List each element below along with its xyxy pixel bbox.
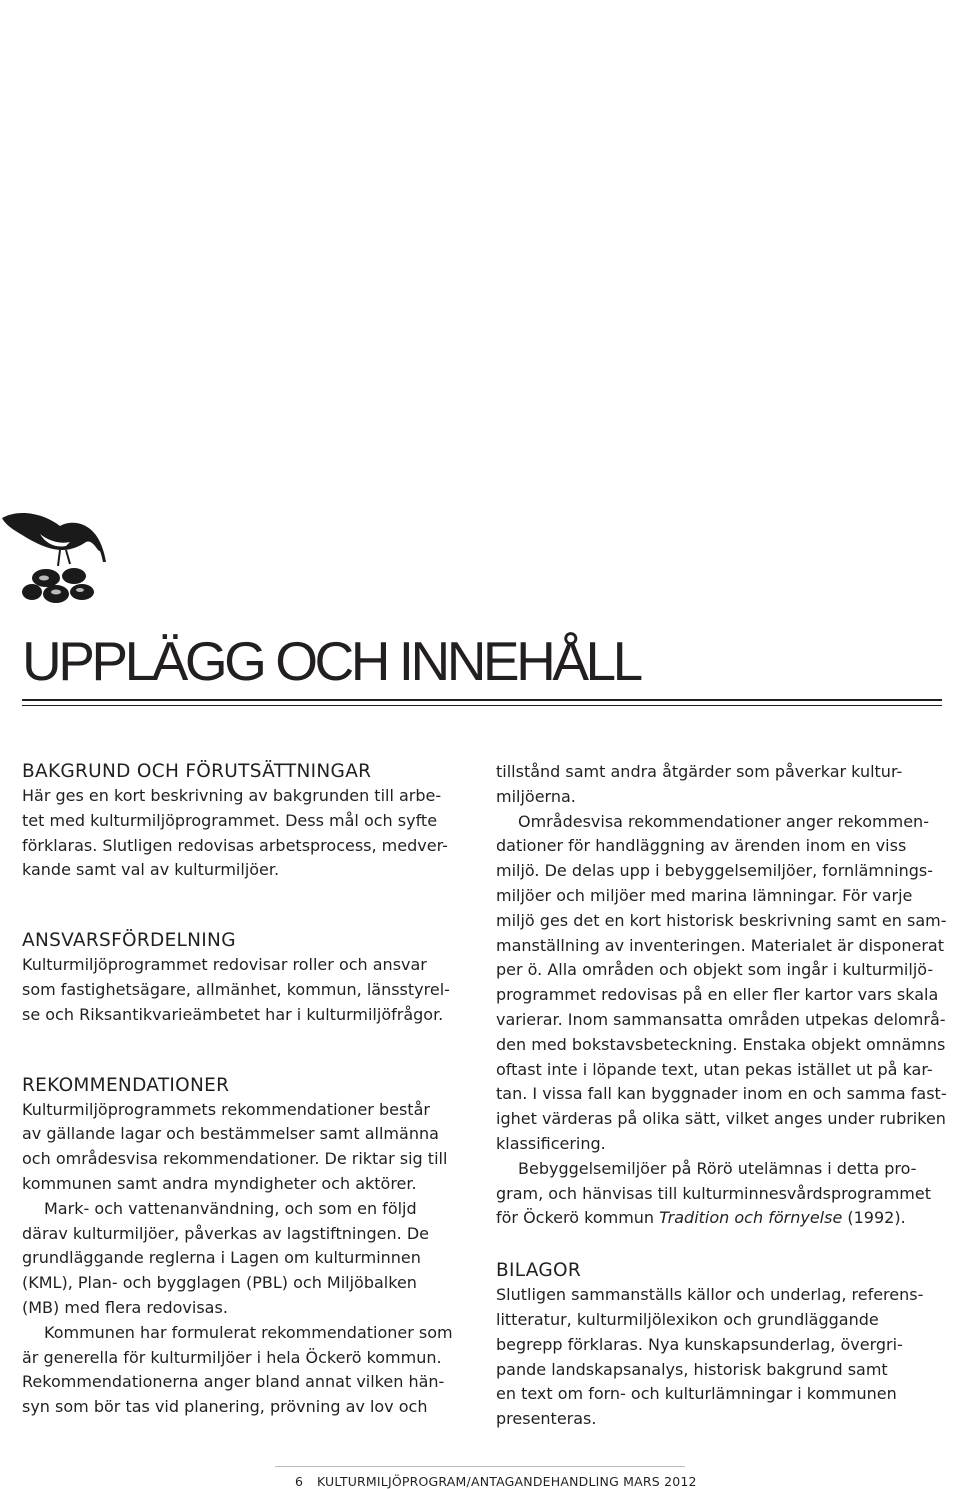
text-line: Bebyggelsemiljöer på Rörö utelämnas i detta pro- — [518, 1158, 917, 1178]
footer-text: KULTURMILJÖPROGRAM/ANTAGANDEHANDLING MARS 2012 — [317, 1474, 697, 1489]
text-line: miljö ges det en kort historisk beskrivning samt en sam- — [496, 910, 947, 930]
section-bilagor — [496, 1259, 948, 1432]
text-line: Här ges en kort beskrivning av bakgrunden till arbe- — [22, 786, 442, 805]
section-body — [496, 1283, 948, 1432]
page-number: 6 — [295, 1474, 304, 1489]
text-line: tet med kulturmiljöprogrammet. Dess mål och syfte — [22, 810, 438, 830]
text-fragment: (1992). — [842, 1208, 906, 1228]
text-line: tillstånd samt andra åtgärder som påverkar kultur- — [496, 762, 903, 781]
text-line: gram, och hänvisas till kulturminnesvårdsprogrammet — [496, 1183, 931, 1203]
text-line: (MB) med flera redovisas. — [22, 1297, 228, 1317]
right-column — [496, 760, 948, 1432]
text-line: är generella för kulturmiljöer i hela Öckerö kommun. — [22, 1347, 442, 1367]
text-line: Kulturmiljöprogrammet redovisar roller och ansvar — [22, 955, 427, 975]
text-line: klassificering. — [496, 1133, 606, 1153]
section-paragraph — [496, 810, 948, 1157]
text-line: grundläggande reglerna i Lagen om kulturminnen — [22, 1248, 421, 1268]
text-line: Rekommendationerna anger bland annat vilken hän- — [22, 1372, 445, 1392]
page-title: UPPLÄGG OCH INNEHÅLL — [22, 630, 640, 692]
text-line: Kommunen har formulerat rekommendationer som — [44, 1322, 453, 1342]
text-line: begrepp förklaras. Nya kunskapsunderlag, övergri- — [496, 1334, 903, 1354]
section-paragraph — [22, 1197, 470, 1321]
text-line: som fastighetsägare, allmänhet, kommun, länsstyrel- — [22, 979, 450, 999]
text-line: därav kulturmiljöer, påverkas av lagstiftningen. De — [22, 1223, 429, 1243]
text-line: miljöerna. — [496, 786, 576, 806]
spacer — [496, 1231, 948, 1259]
text-line: syn som bör tas vid planering, prövning av lov och — [22, 1397, 428, 1417]
oystercatcher-logo-icon — [0, 500, 115, 612]
text-line: manställning av inventeringen. Materialet är disponerat — [496, 935, 944, 955]
text-line: (KML), Plan- och bygglagen (PBL) och Miljöbalken — [22, 1273, 417, 1293]
section-heading: REKOMMENDATIONER — [22, 1074, 230, 1096]
text-line: Slutligen sammanställs källor och underlag, referens- — [496, 1285, 924, 1305]
text-line — [496, 1206, 948, 1231]
section-ansvarsfordelning — [22, 929, 470, 1027]
section-heading: BAKGRUND OCH FÖRUTSÄTTNINGAR — [22, 761, 372, 782]
text-line: en text om forn- och kulturlämningar i kommunen — [496, 1384, 897, 1404]
section-body — [22, 784, 470, 883]
section-paragraph — [496, 760, 948, 810]
section-body — [22, 1098, 470, 1197]
text-line: Mark- och vattenanvändning, och som en följd — [44, 1198, 417, 1218]
text-line: presenteras. — [496, 1409, 597, 1429]
text-line: tan. I vissa fall kan byggnader inom en och samma fast- — [496, 1084, 947, 1104]
text-line: Kulturmiljöprogrammets rekommendationer består — [22, 1099, 430, 1119]
publication-title: Tradition och förnyelse — [659, 1208, 843, 1228]
text-line: se och Riksantikvarieämbetet har i kulturmiljöfrågor. — [22, 1004, 444, 1024]
section-body — [22, 953, 470, 1027]
text-line: varierar. Inom sammansatta områden utpekas delområ- — [496, 1009, 946, 1029]
section-paragraph — [496, 1157, 948, 1231]
text-line: pande landskapsanalys, historisk bakgrund samt — [496, 1359, 888, 1379]
text-line: dationer för handläggning av ärenden inom en viss — [496, 836, 907, 856]
text-line: och områdesvisa rekommendationer. De riktar sig till — [22, 1149, 448, 1169]
section-heading: ANSVARSFÖRDELNING — [22, 930, 236, 952]
text-line: oftast inte i löpande text, utan pekas istället ut på kar- — [496, 1059, 933, 1079]
text-line: förklaras. Slutligen redovisas arbetsprocess, medver- — [22, 835, 448, 855]
text-line: ighet värderas på olika sätt, vilket anges under rubriken — [496, 1109, 946, 1129]
section-bakgrund — [22, 760, 470, 883]
text-line: litteratur, kulturmiljölexikon och grundläggande — [496, 1309, 879, 1329]
text-line: miljöer och miljöer med marina lämningar. För varje — [496, 885, 913, 905]
section-heading: BILAGOR — [496, 1260, 582, 1282]
text-line: per ö. Alla områden och objekt som ingår i kulturmiljö- — [496, 960, 934, 980]
text-line: miljö. De delas upp i bebyggelsemiljöer, fornlämnings- — [496, 861, 933, 881]
title-divider — [22, 699, 942, 706]
page-footer — [295, 1474, 697, 1489]
text-line: programmet redovisas på en eller fler kartor vars skala — [496, 985, 939, 1005]
text-fragment: för Öckerö kommun — [496, 1208, 660, 1228]
section-paragraph — [22, 1321, 470, 1420]
left-column — [22, 760, 470, 1420]
text-line: den med bokstavsbeteckning. Enstaka objekt omnämns — [496, 1034, 946, 1054]
footer-divider — [275, 1466, 685, 1467]
text-line: kande samt val av kulturmiljöer. — [22, 860, 280, 880]
section-rekommendationer — [22, 1074, 470, 1420]
text-line: Områdesvisa rekommendationer anger rekommen- — [518, 811, 929, 831]
text-line: av gällande lagar och bestämmelser samt allmänna — [22, 1124, 439, 1144]
text-line: kommunen samt andra myndigheter och aktörer. — [22, 1173, 417, 1193]
